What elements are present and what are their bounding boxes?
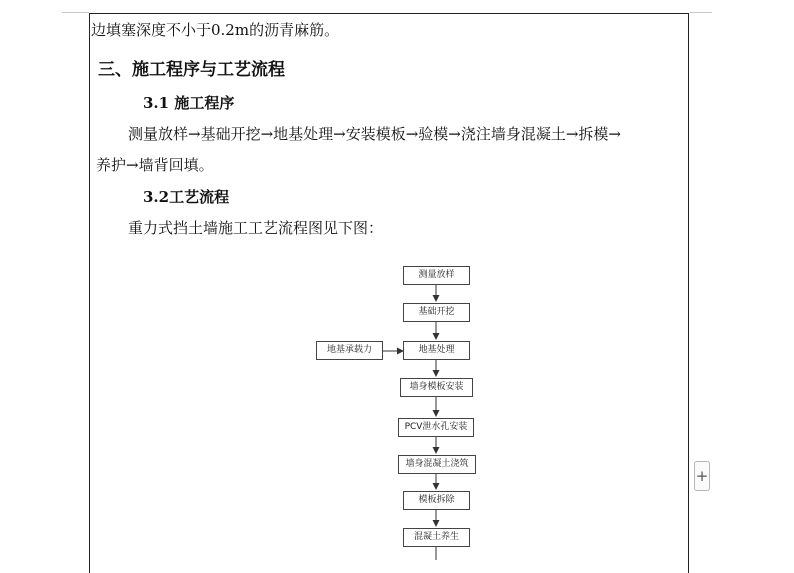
flow-step-curing: 混凝土养生 xyxy=(403,528,470,547)
flow-intro-text: 重力式挡土墙施工工艺流程图见下图： xyxy=(128,219,384,237)
section-heading: 三、施工程序与工艺流程 xyxy=(98,60,285,80)
flow-step-formwork: 墙身模板安装 xyxy=(400,378,473,397)
flow-step-formwork-removal: 模板拆除 xyxy=(403,491,470,510)
procedure-text-line-2: 养护→墙背回填。 xyxy=(96,156,214,174)
add-button[interactable] xyxy=(694,461,710,491)
flow-step-drain-pipe: PCV泄水孔安装 xyxy=(398,418,474,437)
flow-step-foundation-treatment: 地基处理 xyxy=(403,341,470,360)
subsection-heading-3-2: 3.2工艺流程 xyxy=(143,188,230,206)
flow-side-bearing-capacity: 地基承载力 xyxy=(316,341,383,360)
subsection-heading-3-1: 3.1 施工程序 xyxy=(143,94,235,112)
flow-step-excavation: 基础开挖 xyxy=(403,303,470,322)
body-text-line: 边填塞深度不小于0.2m的沥青麻筋。 xyxy=(91,21,340,39)
procedure-text-line-1: 测量放样→基础开挖→地基处理→安装模板→验模→浇注墙身混凝土→拆模→ xyxy=(128,125,621,143)
flow-step-concrete-pouring: 墙身混凝土浇筑 xyxy=(398,455,476,474)
flow-step-survey: 测量放样 xyxy=(403,266,470,285)
plus-icon: + xyxy=(695,467,709,485)
